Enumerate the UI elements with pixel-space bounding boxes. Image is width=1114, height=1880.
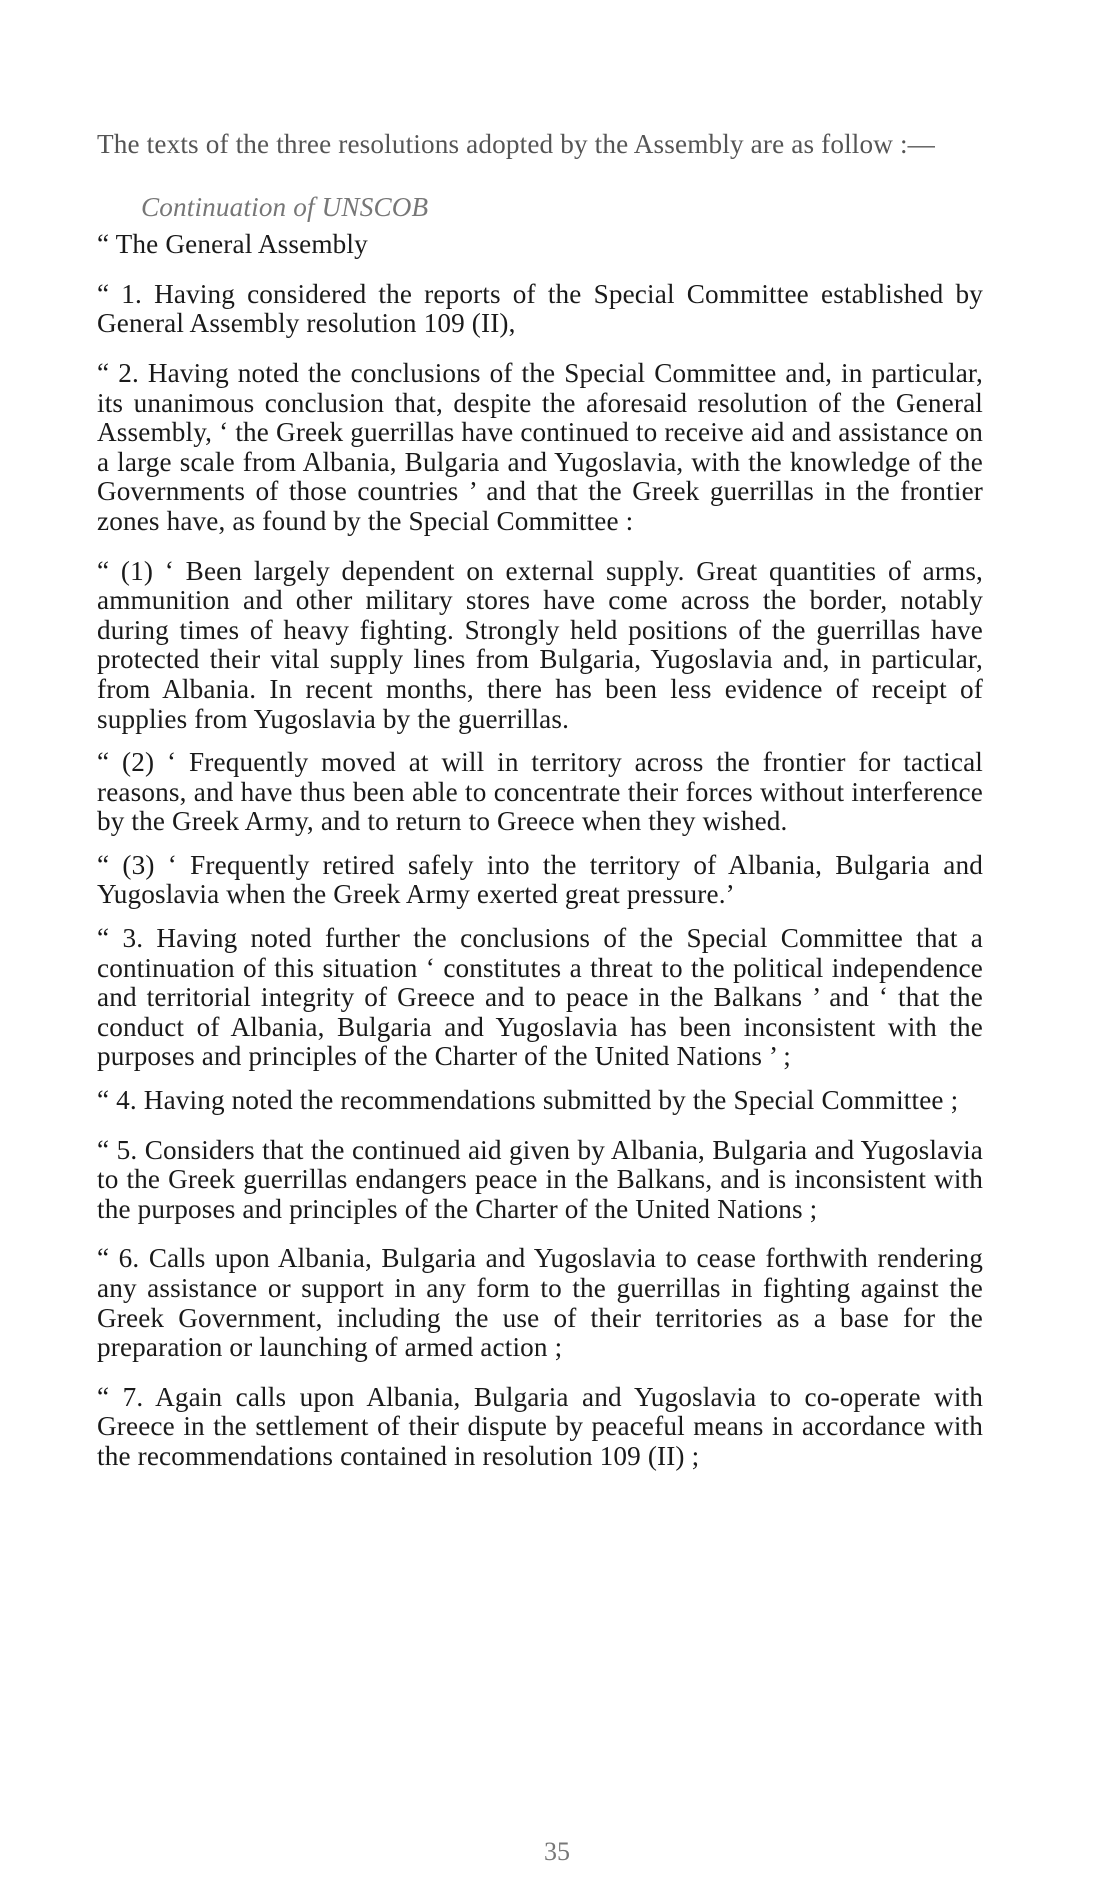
section-heading: Continuation of UNSCOB bbox=[141, 191, 429, 222]
paragraph-2: “ 2. Having noted the conclusions of the Special Committee and, in particular, its unanimous conclusion that, despite the aforesaid resolution of the General Assembly, ‘ the Greek guerrillas have continued to receive aid and assistance on a large scale from Albania, Bulgaria and Yugoslavia, with the knowledge of the Governments of those countries ’ and that the Greek guerrillas in the frontier zones have, as found by the Special Committee : bbox=[97, 357, 983, 536]
document-page bbox=[97, 130, 983, 1472]
paragraph-3: “ 3. Having noted further the conclusions of the Special Committee that a continuation of this situation ‘ constitutes a threat to the political independence and territorial integrity of Greece and to peace in the Balkans ’ and ‘ that the conduct of Albania, Bulgaria and Yugoslavia has been inconsistent with the purposes and principles of the Charter of the United Nations ’ ; bbox=[97, 923, 983, 1072]
paragraph-7: “ 7. Again calls upon Albania, Bulgaria and Yugoslavia to co-operate with Greece in the settlement of their dispute by peaceful means in accordance with the recommendations contained in resolution 109 (II) ; bbox=[97, 1381, 983, 1471]
page-number: 35 bbox=[544, 1837, 570, 1866]
paragraph-2-sub-2: “ (2) ‘ Frequently moved at will in territory across the frontier for tactical reasons, and have thus been able to concentrate their forces without interference by the Greek Army, and to return to Greece when they wished. bbox=[97, 747, 983, 837]
assembly-line: “ The General Assembly bbox=[97, 229, 368, 260]
paragraph-2-sub-3: “ (3) ‘ Frequently retired safely into the territory of Albania, Bulgaria and Yugoslavia when the Greek Army exerted great pressure.’ bbox=[97, 849, 983, 910]
paragraph-1: “ 1. Having considered the reports of the Special Committee established by General Assembly resolution 109 (II), bbox=[97, 278, 983, 339]
paragraph-4: “ 4. Having noted the recommendations submitted by the Special Committee ; bbox=[97, 1085, 959, 1116]
paragraph-5: “ 5. Considers that the continued aid given by Albania, Bulgaria and Yugoslavia to the Greek guerrillas endangers peace in the Balkans, and is inconsistent with the purposes and principles of the Charter of the United Nations ; bbox=[97, 1134, 983, 1224]
paragraph-2-sub-1: “ (1) ‘ Been largely dependent on external supply. Great quantities of arms, ammunition and other military stores have come across the border, notably during times of heavy fighting. Strongly held positions of the guerrillas have protected their vital supply lines from Bulgaria, Yugoslavia and, in particular, from Albania. In recent months, there has been less evidence of receipt of supplies from Yugoslavia by the guerrillas. bbox=[97, 555, 983, 734]
intro-text: The texts of the three resolutions adopted by the Assembly are as follow :— bbox=[97, 129, 936, 159]
paragraph-6: “ 6. Calls upon Albania, Bulgaria and Yugoslavia to cease forthwith rendering any assistance or support in any form to the guerrillas in fighting against the Greek Government, including the use of their territories as a base for the preparation or launching of armed action ; bbox=[97, 1243, 983, 1363]
